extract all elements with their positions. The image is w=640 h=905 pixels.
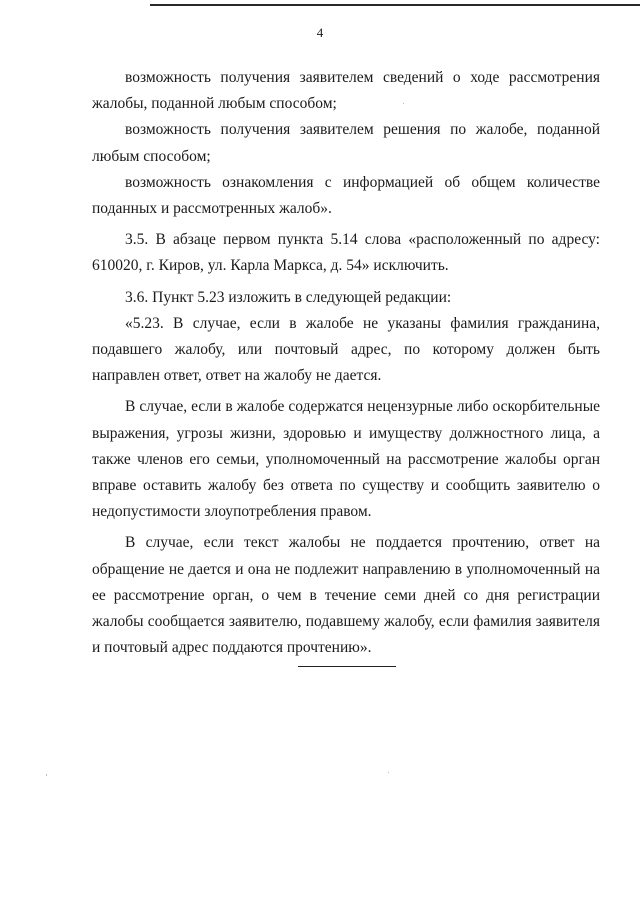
scan-speck <box>388 772 389 773</box>
end-rule <box>298 666 396 667</box>
paragraph: 3.6. Пункт 5.23 изложить в следующей редакции: <box>125 288 452 306</box>
paragraph: «5.23. В случае, если в жалобе не указаны фамилия гражданина, подавшего жалобу, или почтовый адрес, по которому должен быть направлен ответ, ответ на жалобу не дается. <box>92 314 600 385</box>
paragraph: возможность получения заявителем решения по жалобе, поданной любым способом; <box>92 121 600 165</box>
paragraph: В случае, если текст жалобы не поддается прочтению, ответ на обращение не дается и она не подлежит направлению в уполномоченный на ее рассмотрение орган, о чем в течение семи дней со дня регистрации жалобы сообщается заявителю, подавшему жалобу, если фамилия заявителя и почтовый адрес поддаются прочтению». <box>92 534 600 657</box>
paragraph: возможность ознакомления с информацией об общем количестве поданных и рассмотренных жалоб». <box>92 173 600 218</box>
scan-speck <box>403 103 404 104</box>
document-body <box>92 65 600 661</box>
paragraph: возможность получения заявителем сведений о ходе рассмотрения жалобы, поданной любым способом; <box>92 69 600 113</box>
top-rule <box>150 4 640 6</box>
paragraph: В случае, если в жалобе содержатся нецензурные либо оскорбительные выражения, угрозы жизни, здоровью и имуществу должностного лица, а также членов его семьи, уполномоченный на рассмотрение жалобы орган вправе оставить жалобу без ответа по существу и сообщить заявителю о недопустимости злоупотребления правом. <box>92 398 600 521</box>
paragraph: 3.5. В абзаце первом пункта 5.14 слова «расположенный по адресу: 610020, г. Киров, ул. Карла Маркса, д. 54» исключить. <box>92 231 600 275</box>
scan-speck <box>46 774 47 776</box>
page-number: 4 <box>316 25 324 40</box>
